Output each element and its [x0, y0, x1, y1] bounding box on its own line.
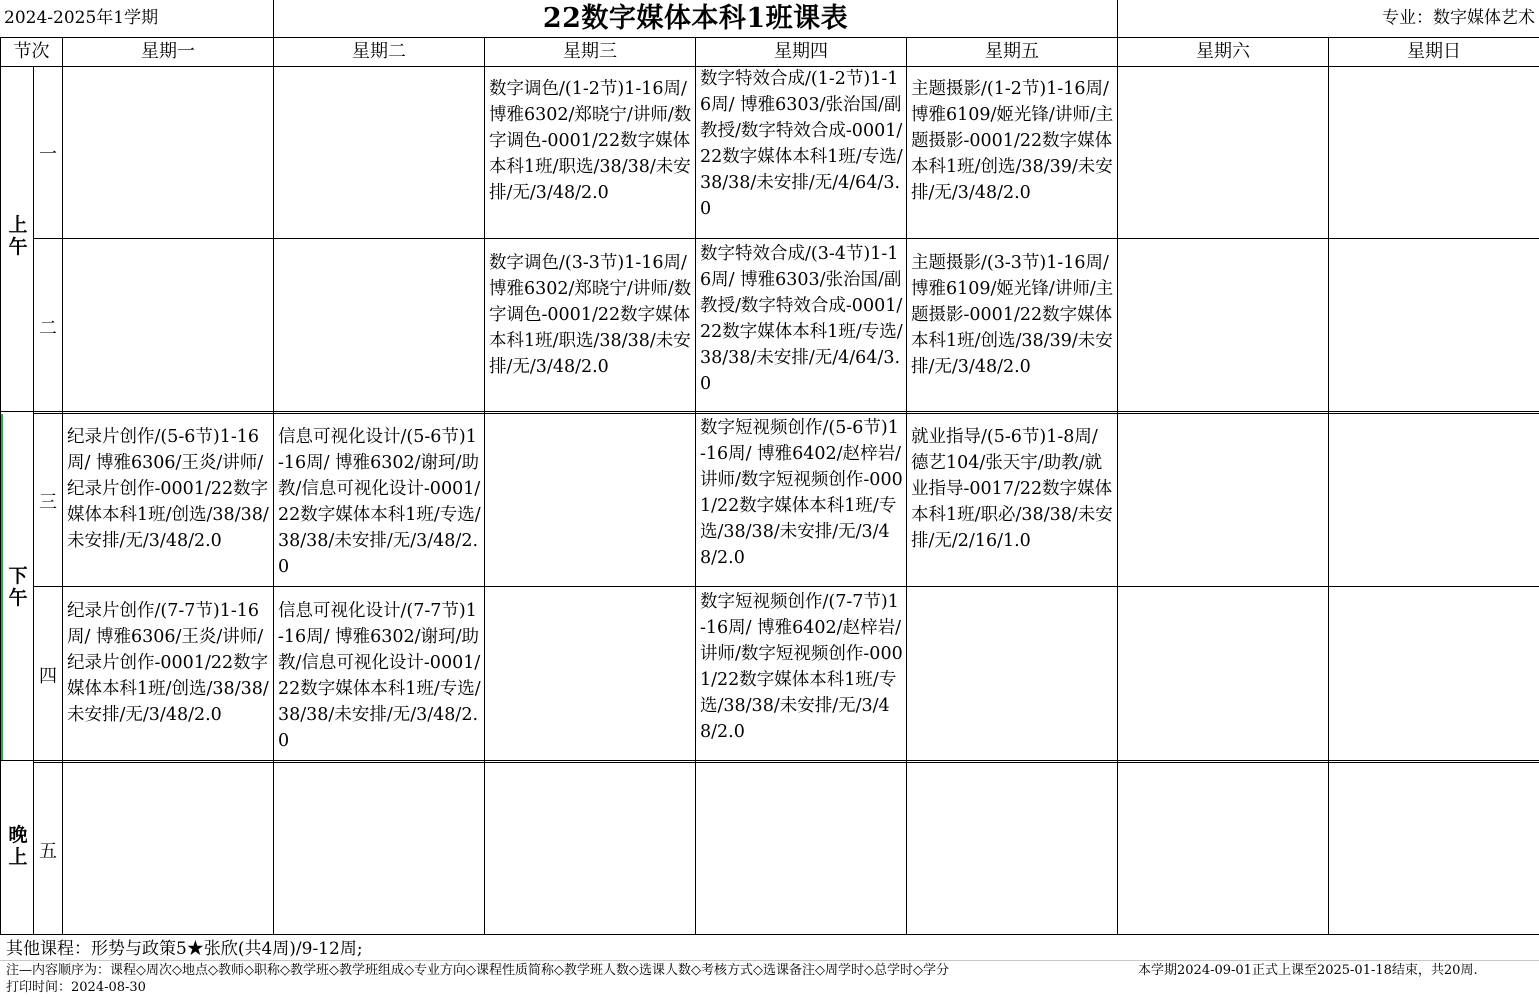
day-header-thu: 星期四 [774, 41, 828, 62]
course-cell-r3-fri[interactable]: 就业指导/(5-6节)1-8周/ 德艺104/张天宇/助教/就业指导-0017/22数字媒体本科1班/职必/38/38/未安排/无/2/16/1.0 [911, 427, 1113, 551]
course-cell-r2-thu[interactable]: 数字特效合成/(3-4节)1-16周/ 博雅6303/张治国/副教授/数字特效合成-0001/22数字媒体本科1班/专选/38/38/未安排/无/4/64/3.0 [700, 244, 903, 394]
course-cell-r3-thu[interactable]: 数字短视频创作/(5-6节)1-16周/ 博雅6402/赵梓岩/讲师/数字短视频创作-0001/22数字媒体本科1班/专选/38/38/未安排/无/3/48/2.0 [700, 418, 903, 568]
period-column-header: 节次 [13, 41, 50, 62]
course-cell-r4-tue[interactable]: 信息可视化设计/(7-7节)1-16周/ 博雅6302/谢珂/助教/信息可视化设计-0001/22数字媒体本科1班/专选/38/38/未安排/无/3/48/2.0 [278, 601, 481, 751]
course-cell-r3-mon[interactable]: 纪录片创作/(5-6节)1-16周/ 博雅6306/王炎/讲师/纪录片创作-0001/22数字媒体本科1班/创选/38/38/未安排/无/3/48/2.0 [67, 427, 269, 551]
course-cell-r1-thu[interactable]: 数字特效合成/(1-2节)1-16周/ 博雅6303/张治国/副教授/数字特效合成-0001/22数字媒体本科1班/专选/38/38/未安排/无/4/64/3.0 [700, 69, 903, 219]
day-header-tue: 星期二 [352, 41, 406, 62]
period-label-3: 三 [39, 492, 57, 513]
course-cell-r2-fri[interactable]: 主题摄影/(3-3节)1-16周/ 博雅6109/姬光锋/讲师/主题摄影-0001/22数字媒体本科1班/创选/38/39/未安排/无/3/48/2.0 [911, 253, 1114, 377]
slot-label-evening [4, 824, 32, 868]
course-cell-r1-fri[interactable]: 主题摄影/(1-2节)1-16周/ 博雅6109/姬光锋/讲师/主题摄影-0001/22数字媒体本科1班/创选/38/39/未安排/无/3/48/2.0 [911, 79, 1114, 203]
course-cell-r2-wed[interactable]: 数字调色/(3-3节)1-16周/ 博雅6302/郑晓宁/讲师/数字调色-0001/22数字媒体本科1班/职选/38/38/未安排/无/3/48/2.0 [489, 253, 692, 377]
course-cell-r1-wed[interactable]: 数字调色/(1-2节)1-16周/ 博雅6302/郑晓宁/讲师/数字调色-0001/22数字媒体本科1班/职选/38/38/未安排/无/3/48/2.0 [489, 79, 692, 203]
day-header-mon: 星期一 [141, 41, 195, 62]
course-cell-r4-thu[interactable]: 数字短视频创作/(7-7节)1-16周/ 博雅6402/赵梓岩/讲师/数字短视频创作-0001/22数字媒体本科1班/专选/38/38/未安排/无/3/48/2.0 [700, 592, 903, 742]
print-time: 打印时间：2024-08-30 [6, 980, 146, 995]
day-header-wed: 星期三 [563, 41, 617, 62]
slot-label-afternoon [4, 565, 32, 609]
day-header-sun: 星期日 [1407, 41, 1461, 62]
period-label-5: 五 [39, 841, 57, 862]
slot-label-evening-text: 晚上 [8, 824, 28, 868]
page-title: 22数字媒体本科1班课表 [542, 3, 849, 34]
day-header-sat: 星期六 [1196, 41, 1250, 62]
day-header-fri: 星期五 [985, 41, 1039, 62]
course-cell-r3-tue[interactable]: 信息可视化设计/(5-6节)1-16周/ 博雅6302/谢珂/助教/信息可视化设计-0001/22数字媒体本科1班/专选/38/38/未安排/无/3/48/2.0 [278, 427, 481, 577]
major-label: 专业：数字媒体艺术 [1382, 8, 1535, 28]
period-label-1: 一 [39, 144, 57, 165]
other-courses: 其他课程：形势与政策5★张欣(共4周)/9-12周; [6, 939, 363, 959]
term-label: 2024-2025年1学期 [4, 8, 159, 28]
period-label-4: 四 [39, 666, 57, 687]
slot-label-afternoon-text: 下午 [8, 565, 28, 609]
course-cell-r4-mon[interactable]: 纪录片创作/(7-7节)1-16周/ 博雅6306/王炎/讲师/纪录片创作-0001/22数字媒体本科1班/创选/38/38/未安排/无/3/48/2.0 [67, 601, 269, 725]
semester-info: 本学期2024-09-01正式上课至2025-01-18结束，共20周. [1138, 963, 1478, 978]
content-order-note: 注—内容顺序为：课程◇周次◇地点◇教师◇职称◇教学班◇教学班组成◇专业方向◇课程性质简称◇教学班人数◇选课人数◇考核方式◇选课备注◇周学时◇总学时◇学分 [6, 963, 949, 978]
slot-label-morning-text: 上午 [8, 214, 28, 258]
period-label-2: 二 [39, 318, 57, 339]
slot-label-morning [4, 214, 32, 258]
